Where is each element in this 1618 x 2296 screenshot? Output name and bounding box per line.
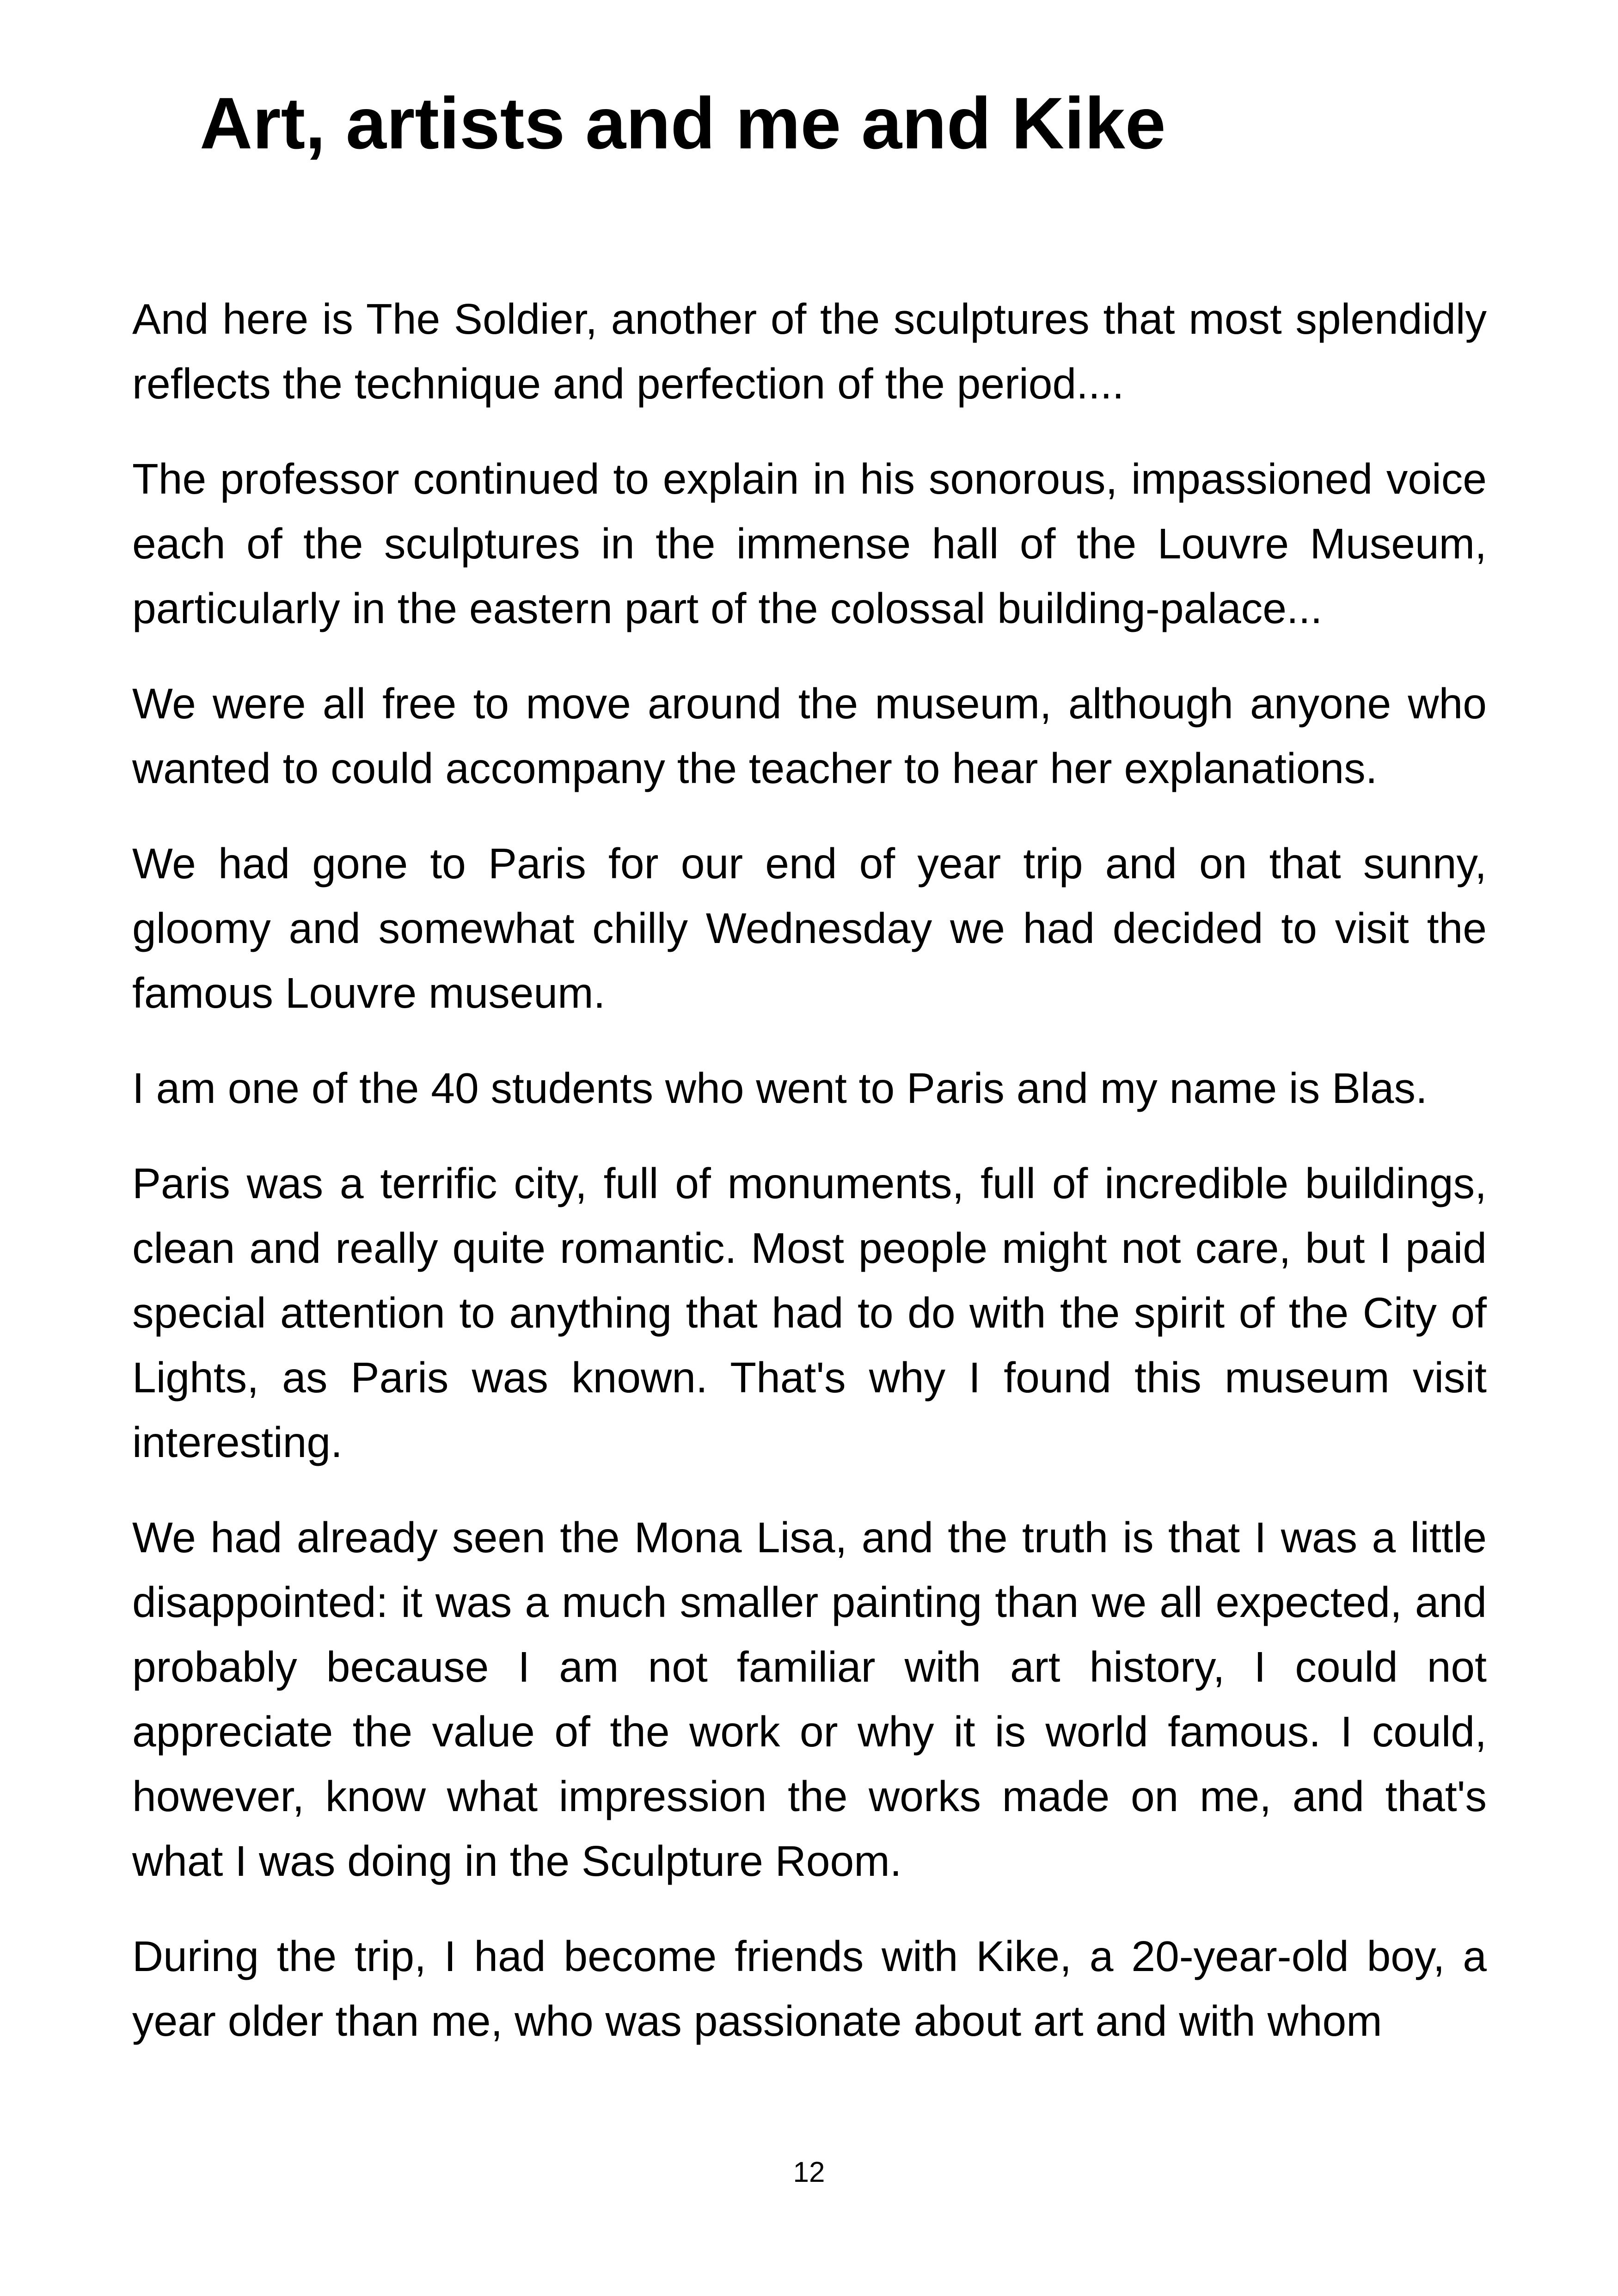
page-title: Art, artists and me and Kike bbox=[200, 83, 1166, 164]
page-number: 12 bbox=[793, 2156, 825, 2188]
paragraph-2: The professor continued to explain in his sonorous, impassioned voice each of the sculptures in the immense hall of the Louvre Museum, particularly in the eastern part of the colossal building-palace... bbox=[132, 455, 1487, 632]
paragraph-3: We were all free to move around the museum, although anyone who wanted to could accompany the teacher to hear her explanations. bbox=[132, 680, 1487, 792]
body-text bbox=[132, 287, 1487, 2084]
paragraph-1: And here is The Soldier, another of the sculptures that most splendidly reflects the technique and perfection of the period.... bbox=[132, 295, 1487, 408]
paragraph-6: Paris was a terrific city, full of monuments, full of incredible buildings, clean and really quite romantic. Most people might not care, but I paid special attention to anything that had to do with the spirit of the City of Lights, as Paris was known. That's why I found this museum visit interesting. bbox=[132, 1159, 1487, 1466]
paragraph-5: I am one of the 40 students who went to Paris and my name is Blas. bbox=[132, 1064, 1428, 1112]
paragraph-4: We had gone to Paris for our end of year trip and on that sunny, gloomy and somewhat chilly Wednesday we had decided to visit the famous Louvre museum. bbox=[132, 839, 1487, 1017]
paragraph-8: During the trip, I had become friends with Kike, a 20-year-old boy, a year older than me, who was passionate about art and with whom bbox=[132, 1932, 1487, 2045]
paragraph-7: We had already seen the Mona Lisa, and the truth is that I was a little disappointed: it was a much smaller painting than we all expected, and probably because I am not familiar with art history, I could not appreciate the value of the work or why it is world famous. I could, however, know what impression the works made on me, and that's what I was doing in the Sculpture Room. bbox=[132, 1513, 1487, 1885]
